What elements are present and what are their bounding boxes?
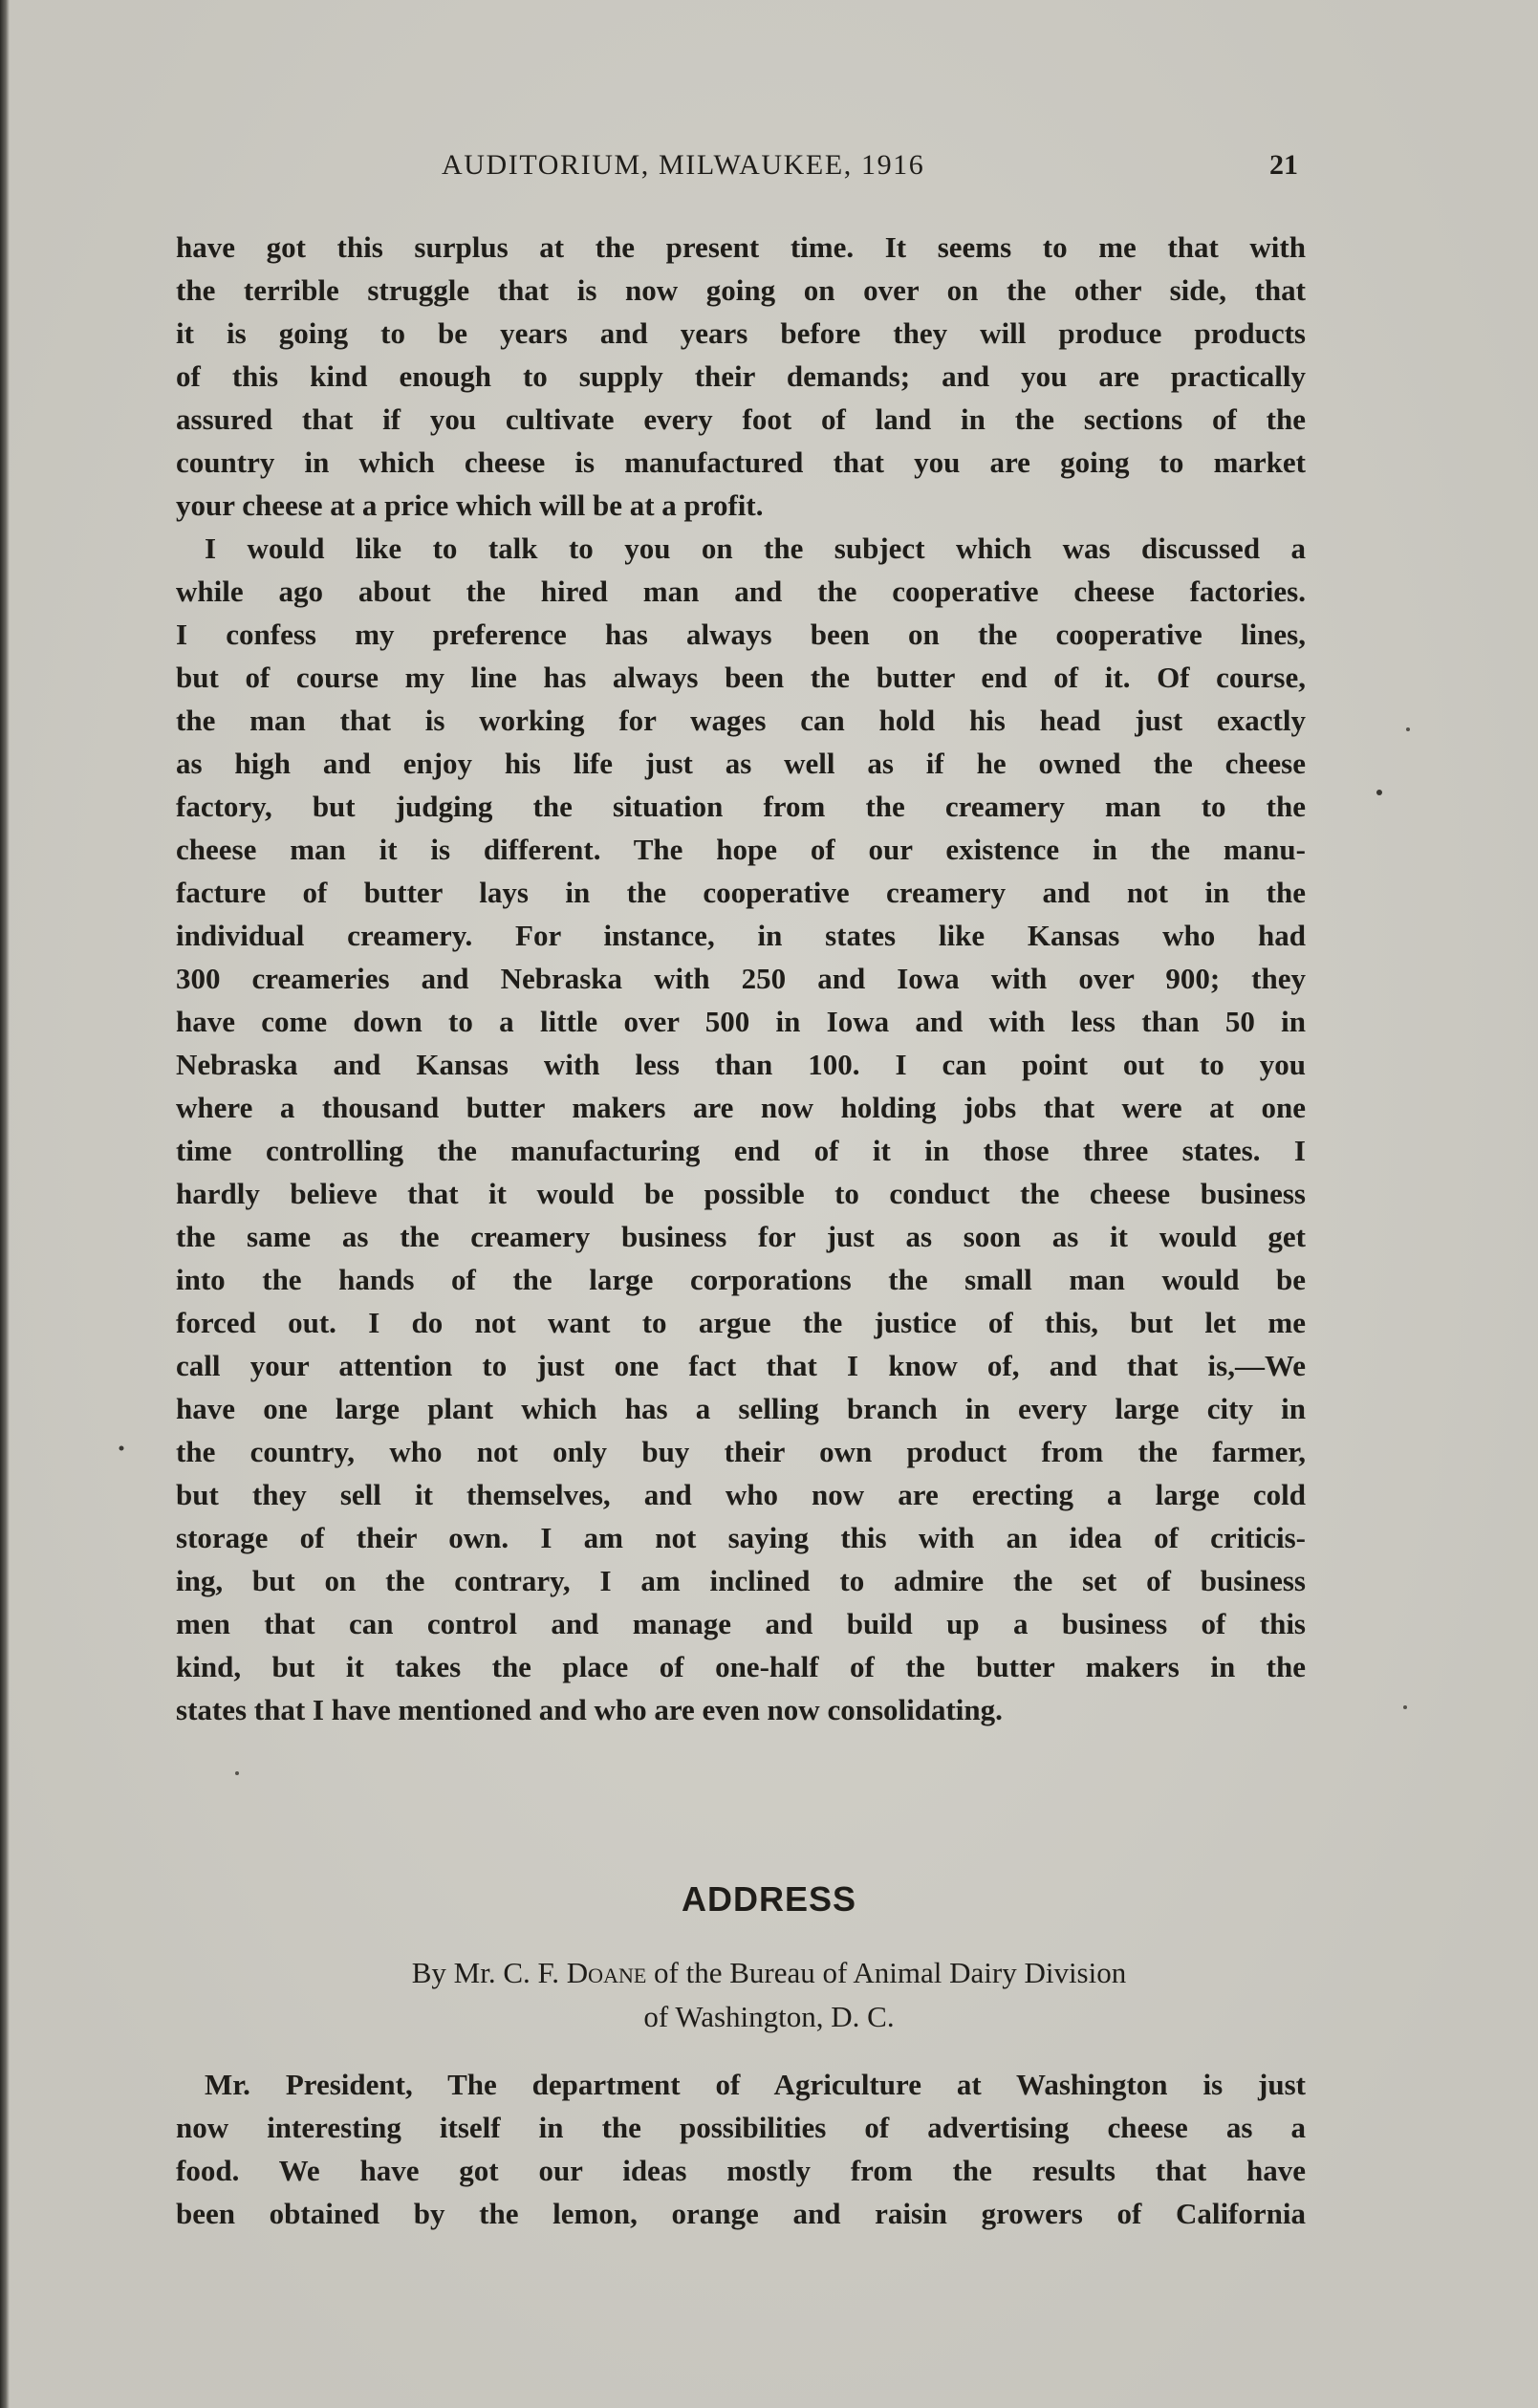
text-line: states that I have mentioned and who are even now consolidating. (176, 1693, 1003, 1726)
byline-suffix: of the Bureau of Animal Dairy Division (646, 1956, 1127, 1989)
byline-line-2: of Washington, D. C. (643, 2000, 895, 2033)
text-line: 300 creameries and Nebraska with 250 and Iowa with over 900; they (176, 962, 1306, 995)
byline (0, 1951, 1538, 2039)
text-line: have got this surplus at the present time. It seems to me that with (176, 230, 1306, 264)
text-line: men that can control and manage and build up a business of this (176, 1607, 1306, 1640)
text-line: facture of butter lays in the cooperative creamery and not in the (176, 876, 1306, 909)
text-line: call your attention to just one fact that I know of, and that is,—We (176, 1349, 1306, 1382)
text-line: it is going to be years and years before they will produce products (176, 316, 1306, 350)
text-line: while ago about the hired man and the cooperative cheese factories. (176, 575, 1306, 608)
text-line: now interesting itself in the possibilities of advertising cheese as a (176, 2111, 1306, 2144)
text-line: but they sell it themselves, and who now are erecting a large cold (176, 1478, 1306, 1511)
paragraph-1 (176, 226, 1306, 527)
text-line: Nebraska and Kansas with less than 100. I can point out to you (176, 1048, 1306, 1081)
text-line: into the hands of the large corporations the small man would be (176, 1263, 1306, 1296)
body-text (176, 226, 1306, 1731)
text-line: the country, who not only buy their own product from the farmer, (176, 1435, 1306, 1468)
text-line: of this kind enough to supply their demands; and you are practically (176, 359, 1306, 393)
text-line: time controlling the manufacturing end of it in those three states. I (176, 1134, 1306, 1167)
text-line: kind, but it takes the place of one-half of the butter makers in the (176, 1650, 1306, 1683)
text-line: factory, but judging the situation from the creamery man to the (176, 790, 1306, 823)
page-number: 21 (1269, 149, 1298, 181)
text-line: have come down to a little over 500 in Iowa and with less than 50 in (176, 1005, 1306, 1038)
speaker-name: Doane (566, 1956, 647, 1989)
text-line: I confess my preference has always been on the cooperative lines, (176, 618, 1306, 651)
text-line: individual creamery. For instance, in states like Kansas who had (176, 919, 1306, 952)
section-heading: ADDRESS (681, 1879, 857, 1919)
text-line: hardly believe that it would be possible to conduct the cheese business (176, 1177, 1306, 1210)
text-line: forced out. I do not want to argue the justice of this, but let me (176, 1306, 1306, 1339)
text-line: been obtained by the lemon, orange and raisin growers of California (176, 2197, 1306, 2230)
text-line: cheese man it is different. The hope of our existence in the manu- (176, 833, 1306, 866)
byline-prefix: By Mr. C. F. (411, 1956, 567, 1989)
text-line: ing, but on the contrary, I am inclined to admire the set of business (176, 1564, 1306, 1597)
text-line: the man that is working for wages can hold his head just exactly (176, 704, 1306, 737)
text-line: but of course my line has always been the butter end of it. Of course, (176, 661, 1306, 694)
text-line: where a thousand butter makers are now holding jobs that were at one (176, 1091, 1306, 1124)
paragraph-2 (176, 527, 1306, 1731)
address-text (176, 2063, 1306, 2235)
text-line: Mr. President, The department of Agriculture at Washington is just (205, 2068, 1306, 2101)
running-head (0, 143, 1538, 191)
text-line: the terrible struggle that is now going on over on the other side, that (176, 273, 1306, 307)
text-line: your cheese at a price which will be at a profit. (176, 488, 764, 522)
byline-line-1 (0, 1951, 1538, 1995)
page-binding-edge (0, 0, 10, 2408)
running-title: AUDITORIUM, MILWAUKEE, 1916 (442, 149, 925, 181)
text-line: food. We have got our ideas mostly from the results that have (176, 2154, 1306, 2187)
text-line: the same as the creamery business for just as soon as it would get (176, 1220, 1306, 1253)
text-line: storage of their own. I am not saying this with an idea of criticis- (176, 1521, 1306, 1554)
text-line: as high and enjoy his life just as well as if he owned the cheese (176, 747, 1306, 780)
text-line: have one large plant which has a selling branch in every large city in (176, 1392, 1306, 1425)
text-line: assured that if you cultivate every foot of land in the sections of the (176, 402, 1306, 436)
text-line: country in which cheese is manufactured that you are going to market (176, 445, 1306, 479)
text-line: I would like to talk to you on the subject which was discussed a (205, 531, 1306, 565)
